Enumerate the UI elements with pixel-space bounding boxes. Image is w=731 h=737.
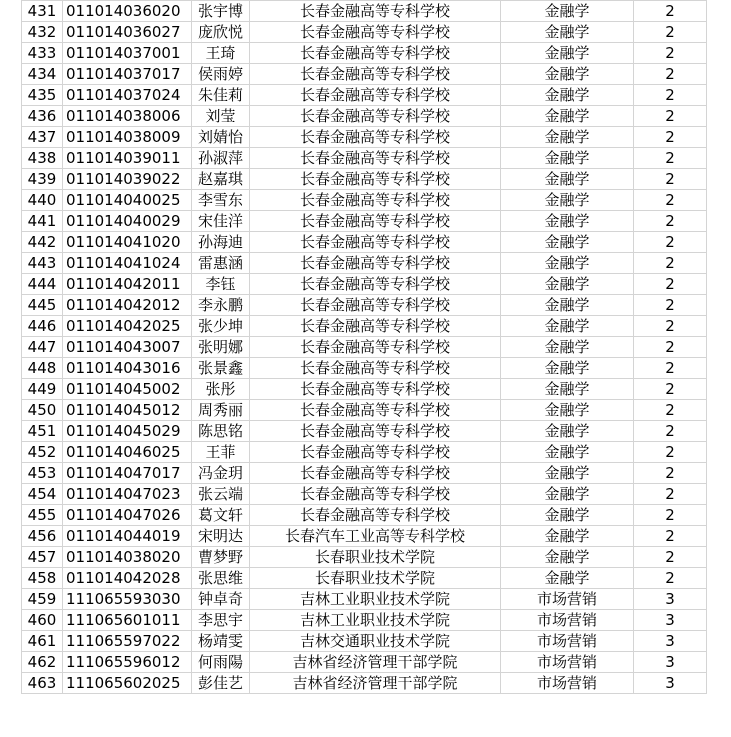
student-id-cell[interactable]: 011014042012 (63, 295, 192, 316)
student-id-cell[interactable]: 011014043007 (63, 337, 192, 358)
student-id-cell[interactable]: 011014045012 (63, 400, 192, 421)
school-cell[interactable]: 吉林交通职业技术学院 (250, 631, 501, 652)
major-cell[interactable]: 市场营销 (501, 610, 634, 631)
category-cell[interactable]: 2 (634, 526, 707, 547)
row-number-cell[interactable]: 438 (22, 148, 63, 169)
student-name-cell[interactable]: 赵嘉琪 (192, 169, 250, 190)
student-id-cell[interactable]: 011014036027 (63, 22, 192, 43)
student-name-cell[interactable]: 何雨陽 (192, 652, 250, 673)
student-name-cell[interactable]: 孙海迪 (192, 232, 250, 253)
table-row (22, 505, 707, 526)
school-cell[interactable]: 长春金融高等专科学校 (250, 505, 501, 526)
table-row (22, 547, 707, 568)
major-cell[interactable]: 金融学 (501, 43, 634, 64)
student-name-cell[interactable]: 张景鑫 (192, 358, 250, 379)
major-cell[interactable]: 金融学 (501, 547, 634, 568)
category-cell[interactable]: 2 (634, 253, 707, 274)
student-id-cell[interactable]: 011014037001 (63, 43, 192, 64)
major-cell[interactable]: 金融学 (501, 463, 634, 484)
student-name-cell[interactable]: 张云端 (192, 484, 250, 505)
row-number-cell[interactable]: 432 (22, 22, 63, 43)
row-number-cell[interactable]: 463 (22, 673, 63, 694)
table-row (22, 1, 707, 22)
table-row (22, 295, 707, 316)
row-number-cell[interactable]: 446 (22, 316, 63, 337)
student-id-cell[interactable]: 111065602025 (63, 673, 192, 694)
school-cell[interactable]: 长春金融高等专科学校 (250, 43, 501, 64)
category-cell[interactable]: 3 (634, 673, 707, 694)
major-cell[interactable]: 金融学 (501, 85, 634, 106)
student-name-cell[interactable]: 彭佳艺 (192, 673, 250, 694)
category-cell[interactable]: 2 (634, 379, 707, 400)
school-cell[interactable]: 长春金融高等专科学校 (250, 22, 501, 43)
student-id-cell[interactable]: 011014039022 (63, 169, 192, 190)
table-row (22, 316, 707, 337)
major-cell[interactable]: 金融学 (501, 400, 634, 421)
school-cell[interactable]: 吉林省经济管理干部学院 (250, 652, 501, 673)
major-cell[interactable]: 金融学 (501, 106, 634, 127)
major-cell[interactable]: 金融学 (501, 316, 634, 337)
student-id-cell[interactable]: 011014045002 (63, 379, 192, 400)
student-id-cell[interactable]: 111065601011 (63, 610, 192, 631)
table-row (22, 211, 707, 232)
category-cell[interactable]: 2 (634, 505, 707, 526)
row-number-cell[interactable]: 454 (22, 484, 63, 505)
row-number-cell[interactable]: 453 (22, 463, 63, 484)
school-cell[interactable]: 吉林工业职业技术学院 (250, 610, 501, 631)
table-row (22, 463, 707, 484)
school-cell[interactable]: 长春金融高等专科学校 (250, 484, 501, 505)
category-cell[interactable]: 2 (634, 127, 707, 148)
student-id-cell[interactable]: 011014047023 (63, 484, 192, 505)
row-number-cell[interactable]: 435 (22, 85, 63, 106)
table-row (22, 43, 707, 64)
category-cell[interactable]: 2 (634, 421, 707, 442)
school-cell[interactable]: 长春金融高等专科学校 (250, 127, 501, 148)
school-cell[interactable]: 长春金融高等专科学校 (250, 190, 501, 211)
school-cell[interactable]: 长春金融高等专科学校 (250, 442, 501, 463)
category-cell[interactable]: 2 (634, 232, 707, 253)
student-name-cell[interactable]: 李思宇 (192, 610, 250, 631)
student-name-cell[interactable]: 张明娜 (192, 337, 250, 358)
school-cell[interactable]: 长春金融高等专科学校 (250, 1, 501, 22)
row-number-cell[interactable]: 443 (22, 253, 63, 274)
table-row (22, 232, 707, 253)
major-cell[interactable]: 市场营销 (501, 673, 634, 694)
school-cell[interactable]: 长春金融高等专科学校 (250, 400, 501, 421)
row-number-cell[interactable]: 457 (22, 547, 63, 568)
table-row (22, 358, 707, 379)
student-id-cell[interactable]: 011014042025 (63, 316, 192, 337)
row-number-cell[interactable]: 444 (22, 274, 63, 295)
major-cell[interactable]: 金融学 (501, 274, 634, 295)
row-number-cell[interactable]: 450 (22, 400, 63, 421)
category-cell[interactable]: 2 (634, 568, 707, 589)
major-cell[interactable]: 金融学 (501, 421, 634, 442)
table-row (22, 106, 707, 127)
major-cell[interactable]: 金融学 (501, 484, 634, 505)
school-cell[interactable]: 长春金融高等专科学校 (250, 358, 501, 379)
student-name-cell[interactable]: 雷惠涵 (192, 253, 250, 274)
school-cell[interactable]: 长春金融高等专科学校 (250, 421, 501, 442)
category-cell[interactable]: 2 (634, 295, 707, 316)
major-cell[interactable]: 金融学 (501, 526, 634, 547)
row-number-cell[interactable]: 448 (22, 358, 63, 379)
row-number-cell[interactable]: 431 (22, 1, 63, 22)
major-cell[interactable]: 金融学 (501, 379, 634, 400)
major-cell[interactable]: 金融学 (501, 211, 634, 232)
student-id-cell[interactable]: 011014037017 (63, 64, 192, 85)
student-name-cell[interactable]: 周秀丽 (192, 400, 250, 421)
major-cell[interactable]: 金融学 (501, 232, 634, 253)
student-name-cell[interactable]: 杨靖雯 (192, 631, 250, 652)
category-cell[interactable]: 2 (634, 274, 707, 295)
table-row (22, 610, 707, 631)
major-cell[interactable]: 市场营销 (501, 652, 634, 673)
table-row (22, 274, 707, 295)
row-number-cell[interactable]: 434 (22, 64, 63, 85)
student-name-cell[interactable]: 庞欣悦 (192, 22, 250, 43)
school-cell[interactable]: 长春金融高等专科学校 (250, 337, 501, 358)
student-id-cell[interactable]: 111065593030 (63, 589, 192, 610)
row-number-cell[interactable]: 459 (22, 589, 63, 610)
student-name-cell[interactable]: 张少坤 (192, 316, 250, 337)
row-number-cell[interactable]: 451 (22, 421, 63, 442)
major-cell[interactable]: 金融学 (501, 127, 634, 148)
category-cell[interactable]: 2 (634, 400, 707, 421)
row-number-cell[interactable]: 460 (22, 610, 63, 631)
major-cell[interactable]: 金融学 (501, 358, 634, 379)
major-cell[interactable]: 金融学 (501, 295, 634, 316)
school-cell[interactable]: 长春金融高等专科学校 (250, 85, 501, 106)
student-name-cell[interactable]: 王琦 (192, 43, 250, 64)
student-id-cell[interactable]: 011014037024 (63, 85, 192, 106)
major-cell[interactable]: 金融学 (501, 1, 634, 22)
school-cell[interactable]: 长春金融高等专科学校 (250, 106, 501, 127)
student-id-cell[interactable]: 011014047026 (63, 505, 192, 526)
category-cell[interactable]: 2 (634, 484, 707, 505)
school-cell[interactable]: 吉林工业职业技术学院 (250, 589, 501, 610)
student-name-cell[interactable]: 葛文轩 (192, 505, 250, 526)
student-id-cell[interactable]: 011014038006 (63, 106, 192, 127)
major-cell[interactable]: 市场营销 (501, 589, 634, 610)
row-number-cell[interactable]: 455 (22, 505, 63, 526)
student-name-cell[interactable]: 冯金玥 (192, 463, 250, 484)
row-number-cell[interactable]: 441 (22, 211, 63, 232)
school-cell[interactable]: 长春职业技术学院 (250, 547, 501, 568)
table-row (22, 148, 707, 169)
category-cell[interactable]: 2 (634, 1, 707, 22)
row-number-cell[interactable]: 433 (22, 43, 63, 64)
major-cell[interactable]: 金融学 (501, 190, 634, 211)
major-cell[interactable]: 金融学 (501, 442, 634, 463)
table-row (22, 484, 707, 505)
student-name-cell[interactable]: 刘莹 (192, 106, 250, 127)
school-cell[interactable]: 长春金融高等专科学校 (250, 463, 501, 484)
table-row (22, 85, 707, 106)
student-name-cell[interactable]: 侯雨婷 (192, 64, 250, 85)
category-cell[interactable]: 2 (634, 106, 707, 127)
row-number-cell[interactable]: 445 (22, 295, 63, 316)
table-row (22, 190, 707, 211)
student-id-cell[interactable]: 011014045029 (63, 421, 192, 442)
table-row (22, 400, 707, 421)
table-row (22, 169, 707, 190)
school-cell[interactable]: 长春金融高等专科学校 (250, 295, 501, 316)
row-number-cell[interactable]: 449 (22, 379, 63, 400)
student-name-cell[interactable]: 张彤 (192, 379, 250, 400)
major-cell[interactable]: 金融学 (501, 253, 634, 274)
student-name-cell[interactable]: 宋明达 (192, 526, 250, 547)
major-cell[interactable]: 金融学 (501, 568, 634, 589)
table-row (22, 673, 707, 694)
major-cell[interactable]: 市场营销 (501, 631, 634, 652)
student-id-cell[interactable]: 011014039011 (63, 148, 192, 169)
student-id-cell[interactable]: 011014041020 (63, 232, 192, 253)
student-id-cell[interactable]: 011014038020 (63, 547, 192, 568)
school-cell[interactable]: 长春金融高等专科学校 (250, 253, 501, 274)
major-cell[interactable]: 金融学 (501, 169, 634, 190)
school-cell[interactable]: 长春金融高等专科学校 (250, 274, 501, 295)
category-cell[interactable]: 3 (634, 652, 707, 673)
category-cell[interactable]: 2 (634, 316, 707, 337)
table-row (22, 589, 707, 610)
school-cell[interactable]: 长春汽车工业高等专科学校 (250, 526, 501, 547)
school-cell[interactable]: 长春金融高等专科学校 (250, 64, 501, 85)
table-row (22, 127, 707, 148)
table-row (22, 442, 707, 463)
major-cell[interactable]: 金融学 (501, 64, 634, 85)
category-cell[interactable]: 2 (634, 547, 707, 568)
table-row (22, 568, 707, 589)
student-name-cell[interactable]: 孙淑萍 (192, 148, 250, 169)
student-name-cell[interactable]: 张思维 (192, 568, 250, 589)
student-name-cell[interactable]: 李永鹏 (192, 295, 250, 316)
table-row (22, 631, 707, 652)
spreadsheet-table (21, 0, 707, 694)
student-name-cell[interactable]: 陈思铭 (192, 421, 250, 442)
major-cell[interactable]: 金融学 (501, 148, 634, 169)
category-cell[interactable]: 3 (634, 610, 707, 631)
row-number-cell[interactable]: 461 (22, 631, 63, 652)
category-cell[interactable]: 2 (634, 358, 707, 379)
table-row (22, 253, 707, 274)
table-row (22, 379, 707, 400)
category-cell[interactable]: 3 (634, 631, 707, 652)
table-body (22, 1, 707, 694)
table-row (22, 22, 707, 43)
major-cell[interactable]: 金融学 (501, 505, 634, 526)
row-number-cell[interactable]: 447 (22, 337, 63, 358)
major-cell[interactable]: 金融学 (501, 22, 634, 43)
row-number-cell[interactable]: 436 (22, 106, 63, 127)
table-row (22, 652, 707, 673)
student-id-cell[interactable]: 011014040029 (63, 211, 192, 232)
row-number-cell[interactable]: 437 (22, 127, 63, 148)
student-name-cell[interactable]: 刘婧怡 (192, 127, 250, 148)
school-cell[interactable]: 吉林省经济管理干部学院 (250, 673, 501, 694)
student-name-cell[interactable]: 钟卓奇 (192, 589, 250, 610)
student-name-cell[interactable]: 朱佳莉 (192, 85, 250, 106)
school-cell[interactable]: 长春金融高等专科学校 (250, 148, 501, 169)
student-name-cell[interactable]: 宋佳洋 (192, 211, 250, 232)
row-number-cell[interactable]: 452 (22, 442, 63, 463)
student-id-cell[interactable]: 011014040025 (63, 190, 192, 211)
student-id-cell[interactable]: 011014038009 (63, 127, 192, 148)
category-cell[interactable]: 2 (634, 442, 707, 463)
category-cell[interactable]: 2 (634, 64, 707, 85)
student-id-cell[interactable]: 011014042028 (63, 568, 192, 589)
category-cell[interactable]: 2 (634, 148, 707, 169)
major-cell[interactable]: 金融学 (501, 337, 634, 358)
school-cell[interactable]: 长春金融高等专科学校 (250, 379, 501, 400)
school-cell[interactable]: 长春金融高等专科学校 (250, 169, 501, 190)
category-cell[interactable]: 2 (634, 463, 707, 484)
category-cell[interactable]: 2 (634, 43, 707, 64)
category-cell[interactable]: 2 (634, 337, 707, 358)
row-number-cell[interactable]: 440 (22, 190, 63, 211)
category-cell[interactable]: 2 (634, 22, 707, 43)
table-row (22, 421, 707, 442)
table-row (22, 526, 707, 547)
student-id-cell[interactable]: 011014042011 (63, 274, 192, 295)
student-id-cell[interactable]: 011014044019 (63, 526, 192, 547)
row-number-cell[interactable]: 462 (22, 652, 63, 673)
category-cell[interactable]: 2 (634, 169, 707, 190)
student-id-cell[interactable]: 011014047017 (63, 463, 192, 484)
student-id-cell[interactable]: 011014043016 (63, 358, 192, 379)
school-cell[interactable]: 长春金融高等专科学校 (250, 232, 501, 253)
row-number-cell[interactable]: 458 (22, 568, 63, 589)
student-name-cell[interactable]: 李雪东 (192, 190, 250, 211)
school-cell[interactable]: 长春金融高等专科学校 (250, 211, 501, 232)
category-cell[interactable]: 2 (634, 85, 707, 106)
student-id-cell[interactable]: 111065597022 (63, 631, 192, 652)
row-number-cell[interactable]: 442 (22, 232, 63, 253)
school-cell[interactable]: 长春职业技术学院 (250, 568, 501, 589)
row-number-cell[interactable]: 439 (22, 169, 63, 190)
student-id-cell[interactable]: 111065596012 (63, 652, 192, 673)
row-number-cell[interactable]: 456 (22, 526, 63, 547)
student-id-cell[interactable]: 011014041024 (63, 253, 192, 274)
student-name-cell[interactable]: 李钰 (192, 274, 250, 295)
student-id-cell[interactable]: 011014036020 (63, 1, 192, 22)
category-cell[interactable]: 2 (634, 190, 707, 211)
school-cell[interactable]: 长春金融高等专科学校 (250, 316, 501, 337)
student-name-cell[interactable]: 曹梦野 (192, 547, 250, 568)
student-id-cell[interactable]: 011014046025 (63, 442, 192, 463)
student-name-cell[interactable]: 王菲 (192, 442, 250, 463)
category-cell[interactable]: 3 (634, 589, 707, 610)
table-row (22, 337, 707, 358)
category-cell[interactable]: 2 (634, 211, 707, 232)
table-row (22, 64, 707, 85)
student-name-cell[interactable]: 张宇博 (192, 1, 250, 22)
